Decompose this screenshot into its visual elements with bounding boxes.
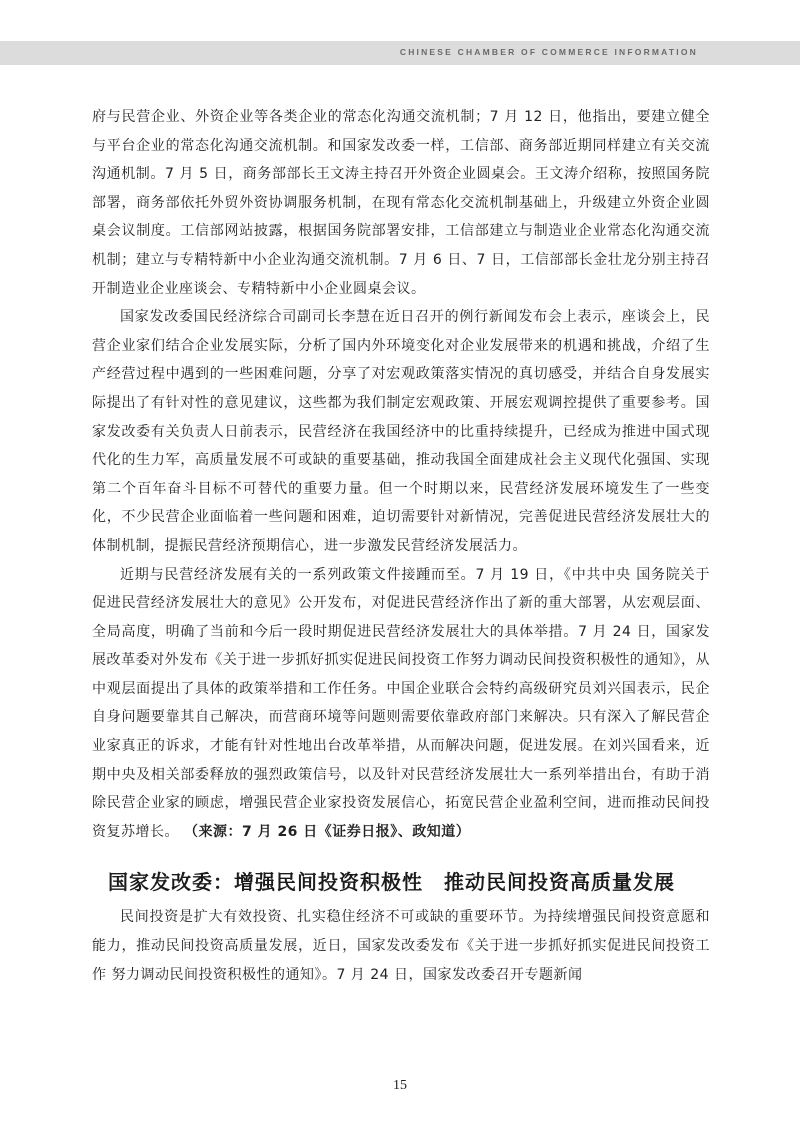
article-body xyxy=(92,103,710,989)
paragraph-text: 近期与民营经济发展有关的一系列政策文件接踵而至。7 月 19 日，《中共中央 国务院关于促进民营经济发展壮大的意见》公开发布，对促进民营经济作出了新的重大部署，从宏观层面、全局高度，明确了当前和今后一段时期促进民营经济发展壮大的具体举措。7 月 24 日，国家发展改革委对外发布《关于进一步抓好抓实促进民间投资工作努力调动民间投资积极性的通知》，从中观层面提出了具体的政策举措和工作任务。中国企业联合会特约高级研究员刘兴国表示，民企自身问题要靠其自己解决，而营商环境等问题则需要依靠政府部门来解决。只有深入了解民营企业家真正的诉求，才能有针对性地出台改革举措，从而解决问题，促进发展。在刘兴国看来，近期中央及相关部委释放的强烈政策信号，以及针对民营经济发展壮大一系列举措出台，有助于消除民营企业家的顾虑，增强民营企业家投资发展信心，拓宽民营企业盈利空间，进而推动民间投资复苏增长。 xyxy=(92,566,710,840)
paragraph xyxy=(92,561,710,847)
page-number: 15 xyxy=(393,1078,407,1093)
paragraph: 民间投资是扩大有效投资、扎实稳住经济不可或缺的重要环节。为持续增强民间投资意愿和能力，推动民间投资高质量发展，近日，国家发改委发布《关于进一步抓好抓实促进民间投资工作 努力调动民间投资积极性的通知》。7 月 24 日，国家发改委召开专题新闻 xyxy=(92,909,710,983)
paragraph-continued: 府与民营企业、外资企业等各类企业的常态化沟通交流机制；7 月 12 日，他指出，要建立健全与平台企业的常态化沟通交流机制。和国家发改委一样，工信部、商务部近期同样建立有关交流沟通机制。7 月 5 日，商务部部长王文涛主持召开外资企业圆桌会。王文涛介绍称，按照国务院部署，商务部依托外贸外资协调服务机制，在现有常态化交流机制基础上，升级建立外资企业圆桌会议制度。工信部网站披露，根据国务院部署安排，工信部建立与制造业企业常态化沟通交流机制；建立与专精特新中小企业沟通交流机制。7 月 6 日、7 日，工信部部长金壮龙分别主持召开制造业企业座谈会、专精特新中小企业圆桌会议。 xyxy=(92,109,710,297)
section-heading: 国家发改委：增强民间投资积极性 推动民间投资高质量发展 xyxy=(108,870,675,895)
source-citation: （来源：7 月 26 日《证券日报》、政知道） xyxy=(183,823,471,840)
publication-header: CHINESE CHAMBER OF COMMERCE INFORMATION xyxy=(399,47,698,57)
paragraph: 国家发改委国民经济综合司副司长李慧在近日召开的例行新闻发布会上表示，座谈会上，民营企业家们结合企业发展实际，分析了国内外环境变化对企业发展带来的机遇和挑战，介绍了生产经营过程中遇到的一些困难问题，分享了对宏观政策落实情况的真切感受，并结合自身发展实际提出了有针对性的意见建议，这些都为我们制定宏观政策、开展宏观调控提供了重要参考。国家发改委有关负责人日前表示，民营经济在我国经济中的比重持续提升，已经成为推进中国式现代化的生力军，高质量发展不可或缺的重要基础，推动我国全面建成社会主义现代化强国、实现第二个百年奋斗目标不可替代的重要力量。但一个时期以来，民营经济发展环境发生了一些变化，不少民营企业面临着一些问题和困难，迫切需要针对新情况，完善促进民营经济发展壮大的体制机制，提振民营经济预期信心，进一步激发民营经济发展活力。 xyxy=(92,309,710,554)
